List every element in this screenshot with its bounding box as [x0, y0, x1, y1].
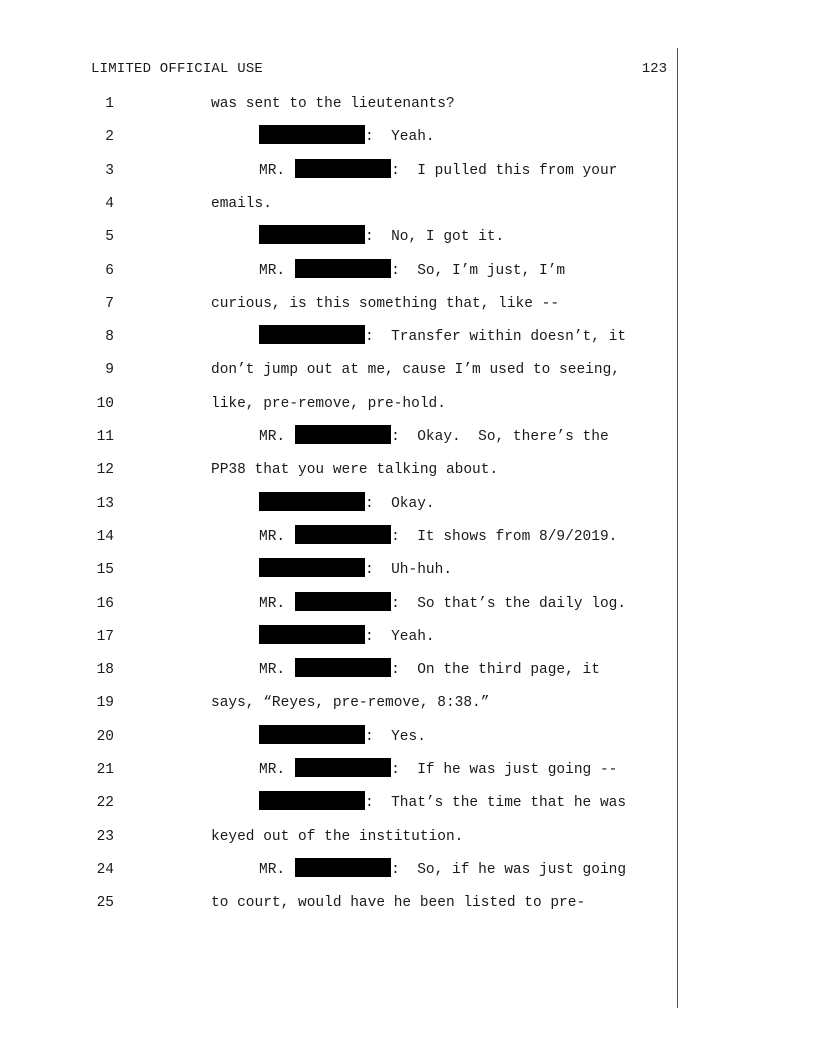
redaction-box — [295, 525, 391, 544]
speech-text: : Yes. — [365, 728, 426, 745]
line-number: 23 — [96, 828, 114, 845]
transcript-line — [0, 658, 816, 682]
transcript-line — [0, 791, 816, 815]
speaker-prefix: MR. — [259, 262, 286, 279]
line-number: 4 — [105, 195, 114, 212]
line-text: like, pre-remove, pre-hold. — [211, 395, 446, 412]
redaction-box — [295, 592, 391, 611]
line-text: don’t jump out at me, cause I’m used to seeing, — [211, 362, 620, 379]
witness-turn — [259, 125, 435, 149]
transcript-line — [0, 425, 816, 449]
transcript-line — [0, 392, 816, 416]
transcript-line — [0, 325, 816, 349]
line-number: 1 — [105, 96, 114, 112]
speech-text: : That’s the time that he was — [365, 795, 627, 812]
line-number: 5 — [105, 229, 114, 246]
line-number: 12 — [96, 462, 114, 479]
redaction-box — [259, 325, 365, 344]
redaction-box — [259, 625, 365, 644]
line-number: 17 — [96, 628, 114, 645]
line-number: 25 — [96, 895, 114, 912]
transcript-line — [0, 458, 816, 482]
line-text: says, “Reyes, pre-remove, 8:38.” — [211, 695, 490, 712]
redaction-box — [295, 658, 391, 677]
line-number: 7 — [105, 295, 114, 312]
line-number: 18 — [96, 662, 114, 679]
speech-text: : It shows from 8/9/2019. — [391, 528, 618, 545]
line-text: was sent to the lieutenants? — [211, 96, 455, 112]
witness-turn — [259, 725, 426, 749]
transcript-line — [0, 358, 816, 382]
speech-text: : If he was just going -- — [391, 762, 618, 778]
transcript-line — [0, 159, 816, 183]
speech-text: : No, I got it. — [365, 229, 505, 246]
line-number: 15 — [96, 562, 114, 579]
examiner-turn — [259, 592, 626, 616]
line-number: 11 — [96, 429, 114, 445]
speech-text: : Uh-huh. — [365, 562, 453, 579]
speech-text: : On the third page, it — [391, 662, 600, 679]
speaker-prefix: MR. — [259, 528, 286, 545]
redaction-box — [259, 558, 365, 577]
redaction-box — [295, 425, 391, 444]
page-number: 123 — [641, 61, 667, 77]
redaction-box — [295, 159, 391, 178]
redaction-box — [295, 259, 391, 278]
transcript-line — [0, 125, 816, 149]
line-number: 20 — [96, 728, 114, 745]
speech-text: : Yeah. — [365, 129, 435, 146]
transcript-line — [0, 292, 816, 316]
examiner-turn — [259, 425, 609, 449]
transcript-line — [0, 625, 816, 649]
line-number: 6 — [105, 262, 114, 279]
speaker-prefix: MR. — [259, 861, 286, 878]
transcript-line — [0, 492, 816, 516]
speaker-prefix: MR. — [259, 762, 286, 778]
line-text: curious, is this something that, like -- — [211, 295, 560, 312]
examiner-turn — [259, 658, 600, 682]
speech-text: : So, if he was just going — [391, 861, 627, 878]
line-text: PP38 that you were talking about. — [211, 462, 499, 479]
line-number: 10 — [96, 395, 114, 412]
line-number: 9 — [105, 362, 114, 379]
speech-text: : Transfer within doesn’t, it — [365, 329, 627, 346]
witness-turn — [259, 791, 626, 815]
transcript-line — [0, 691, 816, 715]
speaker-prefix: MR. — [259, 162, 286, 179]
speech-text: : I pulled this from your — [391, 162, 618, 179]
examiner-turn — [259, 259, 565, 283]
witness-turn — [259, 558, 452, 582]
redaction-box — [259, 492, 365, 511]
examiner-turn — [259, 758, 617, 782]
redaction-box — [295, 758, 391, 777]
line-number: 16 — [96, 595, 114, 612]
line-number: 2 — [105, 129, 114, 146]
line-text: to court, would have he been listed to pre- — [211, 895, 586, 912]
classification-header: LIMITED OFFICIAL USE — [91, 61, 264, 77]
witness-turn — [259, 225, 504, 249]
transcript-line — [0, 825, 816, 849]
transcript-line — [0, 92, 816, 116]
speech-text: : So that’s the daily log. — [391, 595, 627, 612]
speech-text: : Okay. So, there’s the — [391, 429, 609, 445]
transcript-line — [0, 259, 816, 283]
witness-turn — [259, 325, 626, 349]
transcript-line — [0, 525, 816, 549]
line-number: 22 — [96, 795, 114, 812]
redaction-box — [295, 858, 391, 877]
redaction-box — [259, 125, 365, 144]
transcript-line — [0, 725, 816, 749]
witness-turn — [259, 492, 435, 516]
speaker-prefix: MR. — [259, 429, 286, 445]
redaction-box — [259, 725, 365, 744]
redaction-box — [259, 791, 365, 810]
line-number: 21 — [96, 762, 114, 778]
line-number: 13 — [96, 495, 114, 512]
transcript-line — [0, 891, 816, 915]
transcript-line — [0, 758, 816, 782]
line-number: 19 — [96, 695, 114, 712]
redaction-box — [259, 225, 365, 244]
transcript-line — [0, 858, 816, 882]
examiner-turn — [259, 159, 617, 183]
speech-text: : Yeah. — [365, 628, 435, 645]
speaker-prefix: MR. — [259, 662, 286, 679]
witness-turn — [259, 625, 435, 649]
transcript-line — [0, 192, 816, 216]
line-number: 8 — [105, 329, 114, 346]
speech-text: : Okay. — [365, 495, 435, 512]
speaker-prefix: MR. — [259, 595, 286, 612]
examiner-turn — [259, 525, 617, 549]
line-number: 14 — [96, 528, 114, 545]
line-number: 3 — [105, 162, 114, 179]
transcript-line — [0, 225, 816, 249]
speech-text: : So, I’m just, I’m — [391, 262, 566, 279]
line-number: 24 — [96, 861, 114, 878]
examiner-turn — [259, 858, 626, 882]
line-text: keyed out of the institution. — [211, 828, 464, 845]
transcript-line — [0, 558, 816, 582]
line-text: emails. — [211, 195, 272, 212]
transcript-line — [0, 592, 816, 616]
